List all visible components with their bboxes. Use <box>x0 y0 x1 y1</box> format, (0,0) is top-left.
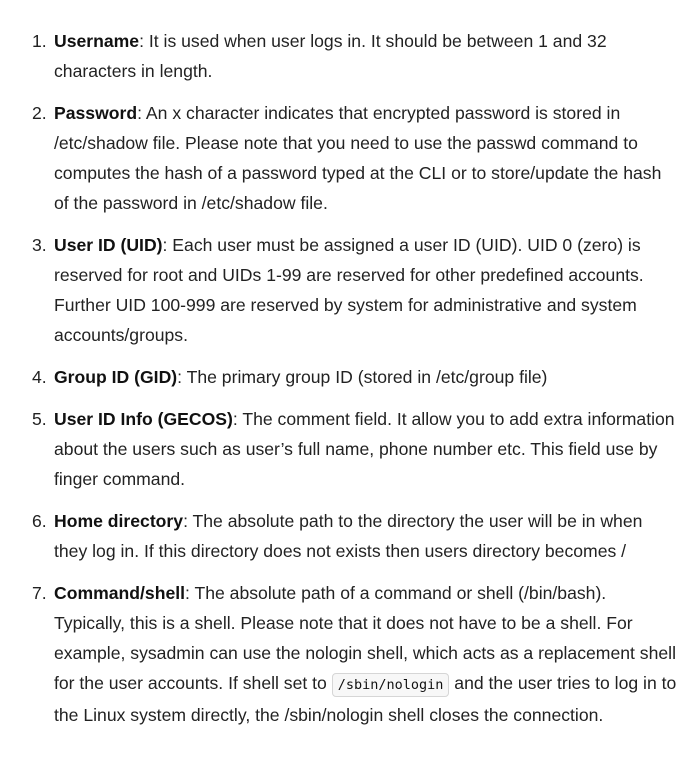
term-separator: : <box>177 367 183 387</box>
list-number: 7. <box>32 583 47 603</box>
list-item-gid <box>0 362 679 392</box>
field-description: The comment field. It allow you to add extra information about the users such as user’s full name, phone number etc. This field use by finger command. <box>54 409 675 489</box>
list-item-command-shell <box>0 578 679 730</box>
field-description: The absolute path of a command or shell (/bin/bash). Typically, this is a shell. Please note that it does not have to be a shell. For example, sysadmin can use the nologin shell, which acts as a replacement shell for the user accounts. If shell set to <box>54 583 676 693</box>
field-term: User ID (UID) <box>54 235 163 255</box>
list-number: 4. <box>32 367 47 387</box>
list-item-password <box>0 98 679 218</box>
field-description: It is used when user logs in. It should be between 1 and 32 characters in length. <box>54 31 607 81</box>
field-term: Group ID (GID) <box>54 367 178 387</box>
field-description: The absolute path to the directory the user will be in when they log in. If this directory does not exists then users directory becomes / <box>54 511 643 561</box>
list-number: 2. <box>32 103 47 123</box>
field-description: Each user must be assigned a user ID (UID). UID 0 (zero) is reserved for root and UIDs 1-99 are reserved for other predefined accounts. Further UID 100-999 are reserved by system for administrative and system accounts/groups. <box>54 235 644 345</box>
list-item-username <box>0 26 679 86</box>
list-item-gecos <box>0 404 679 494</box>
inline-code-nologin: /sbin/nologin <box>332 673 450 697</box>
list-item-home-directory <box>0 506 679 566</box>
term-separator: : <box>162 235 168 255</box>
list-number: 1. <box>32 31 47 51</box>
term-separator: : <box>232 409 238 429</box>
field-term: User ID Info (GECOS) <box>54 409 233 429</box>
list-number: 6. <box>32 511 47 531</box>
field-term: Password <box>54 103 138 123</box>
field-description-continued: and the user tries to log in to the Linux system directly, the /sbin/nologin shell closes the connection. <box>54 673 677 725</box>
field-description: An x character indicates that encrypted password is stored in /etc/shadow file. Please note that you need to use the passwd command to computes the hash of a password typed at the CLI or to store/update the hash of the password in /etc/shadow file. <box>54 103 662 213</box>
term-separator: : <box>183 511 188 531</box>
term-separator: : <box>137 103 143 123</box>
field-term: Home directory <box>54 511 184 531</box>
passwd-field-list <box>0 26 679 730</box>
field-description: The primary group ID (stored in /etc/group file) <box>182 367 548 387</box>
term-separator: : <box>185 583 190 603</box>
term-separator: : <box>139 31 144 51</box>
list-number: 5. <box>32 409 47 429</box>
list-number: 3. <box>32 235 47 255</box>
field-term: Username <box>54 31 140 51</box>
list-item-uid <box>0 230 679 350</box>
field-term: Command/shell <box>54 583 185 603</box>
